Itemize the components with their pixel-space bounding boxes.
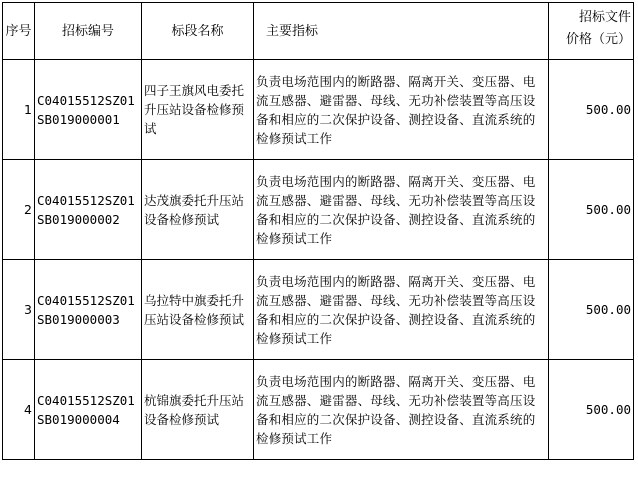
header-name: 标段名称: [142, 3, 254, 60]
row-main: 负责电场范围内的断路器、隔离开关、变压器、电流互感器、避雷器、母线、无功补偿装置等高压设备和相应的二次保护设备、测控设备、直流系统的检修预试工作: [254, 360, 549, 460]
row-index: 4: [3, 360, 35, 460]
header-price-line1: 招标文件: [578, 10, 631, 25]
row-index: 2: [3, 160, 35, 260]
table-row: [3, 60, 634, 160]
row-main: 负责电场范围内的断路器、隔离开关、变压器、电流互感器、避雷器、母线、无功补偿装置等高压设备和相应的二次保护设备、测控设备、直流系统的检修预试工作: [254, 160, 549, 260]
row-price: 500.00: [549, 260, 634, 360]
row-index: 1: [3, 60, 35, 160]
row-price: 500.00: [549, 360, 634, 460]
header-price: [549, 3, 634, 60]
header-index: 序号: [3, 3, 35, 60]
row-code: C04015512SZ01SB019000002: [35, 160, 142, 260]
header-code: 招标编号: [35, 3, 142, 60]
row-main: 负责电场范围内的断路器、隔离开关、变压器、电流互感器、避雷器、母线、无功补偿装置等高压设备和相应的二次保护设备、测控设备、直流系统的检修预试工作: [254, 60, 549, 160]
row-name: 乌拉特中旗委托升压站设备检修预试: [142, 260, 254, 360]
header-price-line2: 价格（元）: [565, 32, 631, 47]
row-code: C04015512SZ01SB019000003: [35, 260, 142, 360]
header-main: 主要指标: [254, 3, 549, 60]
row-code: C04015512SZ01SB019000004: [35, 360, 142, 460]
bid-table: [2, 2, 634, 460]
row-name: 四子王旗风电委托升压站设备检修预试: [142, 60, 254, 160]
row-price: 500.00: [549, 60, 634, 160]
row-name: 杭锦旗委托升压站设备检修预试: [142, 360, 254, 460]
table-row: [3, 260, 634, 360]
row-name: 达茂旗委托升压站设备检修预试: [142, 160, 254, 260]
row-price: 500.00: [549, 160, 634, 260]
header-row: [3, 3, 634, 60]
row-code: C04015512SZ01SB019000001: [35, 60, 142, 160]
row-main: 负责电场范围内的断路器、隔离开关、变压器、电流互感器、避雷器、母线、无功补偿装置等高压设备和相应的二次保护设备、测控设备、直流系统的检修预试工作: [254, 260, 549, 360]
table-row: [3, 360, 634, 460]
row-index: 3: [3, 260, 35, 360]
table-row: [3, 160, 634, 260]
